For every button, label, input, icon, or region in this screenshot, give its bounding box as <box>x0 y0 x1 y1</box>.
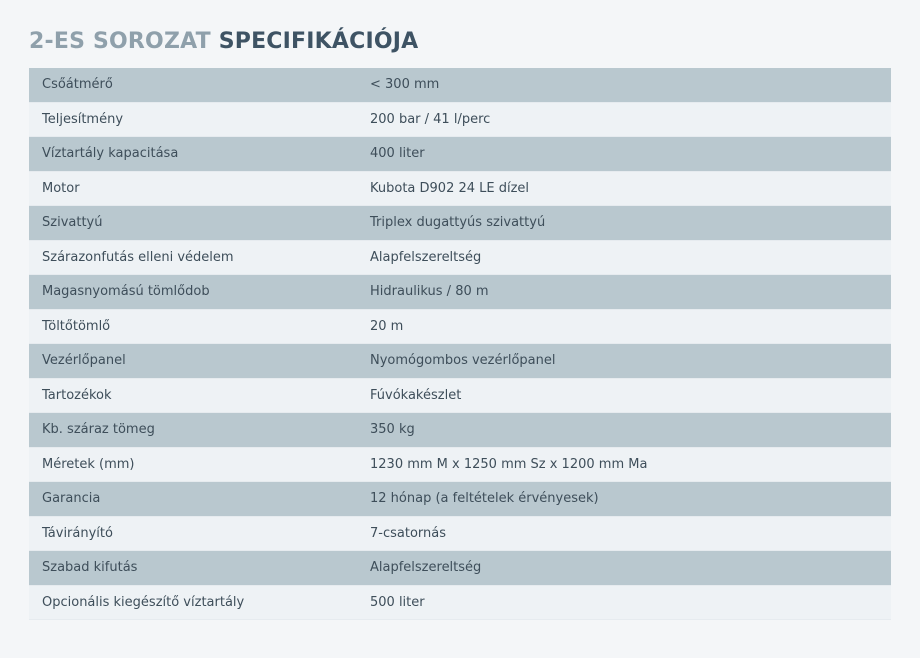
spec-label: Távirányító <box>29 516 357 551</box>
table-row <box>29 585 891 620</box>
spec-value: 400 liter <box>357 137 891 172</box>
spec-value: Hidraulikus / 80 m <box>357 275 891 310</box>
spec-label: Töltőtömlő <box>29 309 357 344</box>
spec-label: Tartozékok <box>29 378 357 413</box>
table-row <box>29 516 891 551</box>
spec-value: 1230 mm M x 1250 mm Sz x 1200 mm Ma <box>357 447 891 482</box>
spec-label: Magasnyomású tömlődob <box>29 275 357 310</box>
spec-label: Szárazonfutás elleni védelem <box>29 240 357 275</box>
spec-value: 350 kg <box>357 413 891 448</box>
spec-value: Kubota D902 24 LE dízel <box>357 171 891 206</box>
spec-label: Méretek (mm) <box>29 447 357 482</box>
spec-value: 7-csatornás <box>357 516 891 551</box>
spec-label: Opcionális kiegészítő víztartály <box>29 585 357 620</box>
spec-label: Vezérlőpanel <box>29 344 357 379</box>
spec-label: Motor <box>29 171 357 206</box>
spec-value: 20 m <box>357 309 891 344</box>
table-row <box>29 413 891 448</box>
table-row <box>29 102 891 137</box>
table-row <box>29 551 891 586</box>
spec-value: Alapfelszereltség <box>357 551 891 586</box>
page-title <box>29 28 891 68</box>
spec-table-body <box>29 68 891 620</box>
table-row <box>29 275 891 310</box>
table-row <box>29 447 891 482</box>
spec-value: Nyomógombos vezérlőpanel <box>357 344 891 379</box>
table-row <box>29 240 891 275</box>
spec-label: Víztartály kapacitása <box>29 137 357 172</box>
spec-label: Csőátmérő <box>29 68 357 102</box>
spec-label: Teljesítmény <box>29 102 357 137</box>
spec-label: Kb. száraz tömeg <box>29 413 357 448</box>
spec-value: < 300 mm <box>357 68 891 102</box>
table-row <box>29 171 891 206</box>
spec-label: Szivattyú <box>29 206 357 241</box>
table-row <box>29 137 891 172</box>
spec-label: Garancia <box>29 482 357 517</box>
spec-section <box>29 28 891 620</box>
table-row <box>29 482 891 517</box>
spec-label: Szabad kifutás <box>29 551 357 586</box>
spec-value: 500 liter <box>357 585 891 620</box>
title-series: 2-ES SOROZAT <box>29 29 211 54</box>
title-spec: SPECIFIKÁCIÓJA <box>218 29 419 54</box>
table-row <box>29 344 891 379</box>
spec-value: 12 hónap (a feltételek érvényesek) <box>357 482 891 517</box>
spec-value: Fúvókakészlet <box>357 378 891 413</box>
spec-value: Alapfelszereltség <box>357 240 891 275</box>
table-row <box>29 309 891 344</box>
table-row <box>29 68 891 102</box>
spec-table <box>29 68 891 620</box>
spec-value: Triplex dugattyús szivattyú <box>357 206 891 241</box>
spec-value: 200 bar / 41 l/perc <box>357 102 891 137</box>
table-row <box>29 206 891 241</box>
table-row <box>29 378 891 413</box>
